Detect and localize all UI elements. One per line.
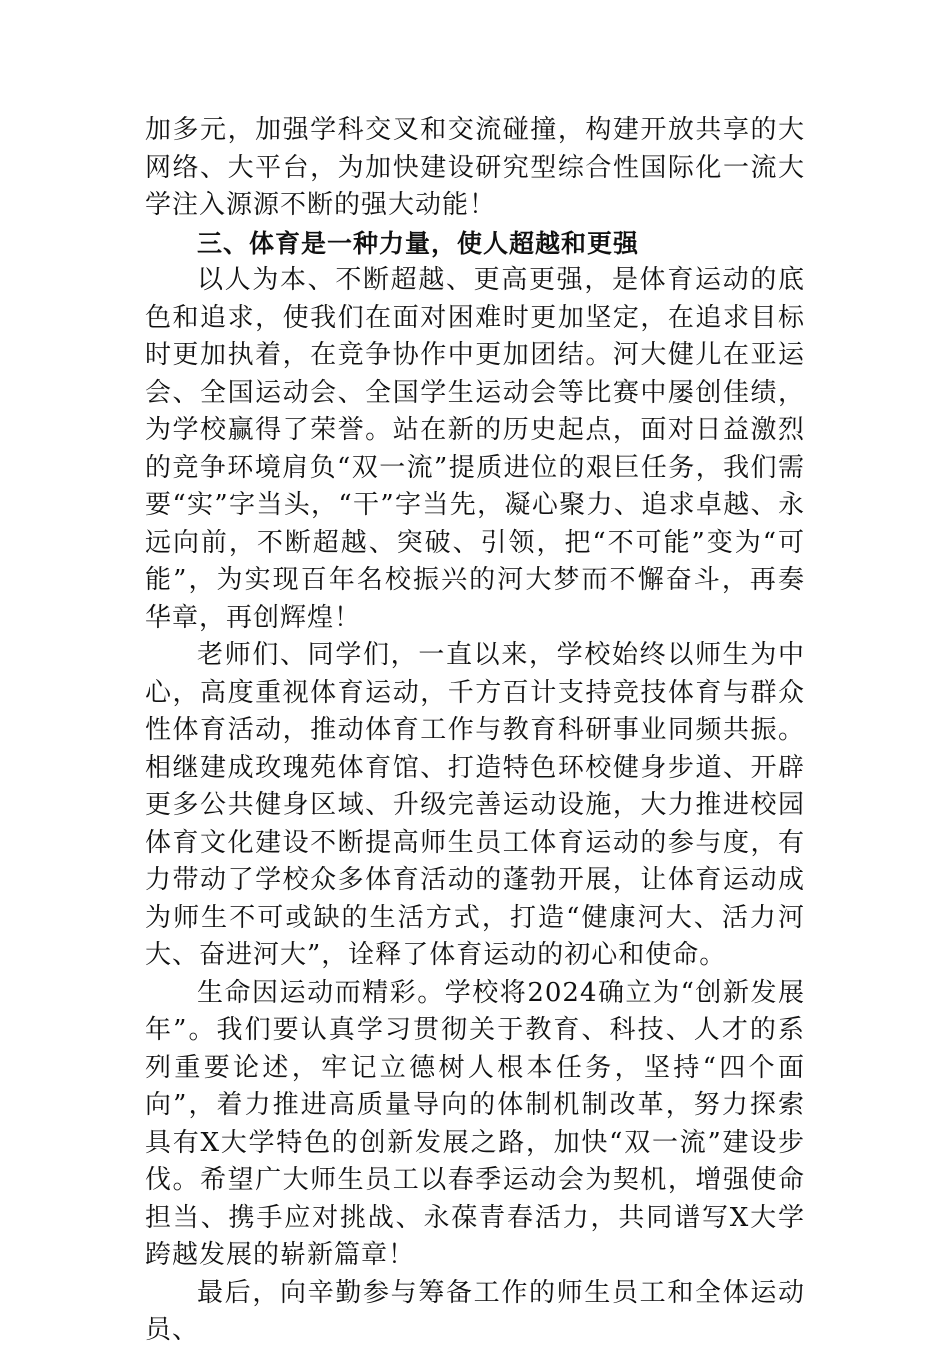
document-page (145, 112, 805, 1350)
paragraph-3: 生命因运动而精彩。学校将2024确立为“创新发展年”。我们要认真学习贯彻关于教育、科技、人才的系列重要论述，牢记立德树人根本任务，坚持“四个面向”，着力推进高质量导向的体制机制改革，努力探索具有X大学特色的创新发展之路，加快“双一流”建设步伐。希望广大师生员工以春季运动会为契机，增强使命担当、携手应对挑战、永葆青春活力，共同谱写X大学跨越发展的崭新篇章！ (145, 977, 805, 1270)
paragraph-continued: 加多元，加强学科交叉和交流碰撞，构建开放共享的大网络、大平台，为加快建设研究型综合性国际化一流大学注入源源不断的强大动能！ (145, 115, 805, 220)
paragraph-1: 以人为本、不断超越、更高更强，是体育运动的底色和追求，使我们在面对困难时更加坚定，在追求目标时更加执着，在竞争协作中更加团结。河大健儿在亚运会、全国运动会、全国学生运动会等比赛中屡创佳绩，为学校赢得了荣誉。站在新的历史起点，面对日益激烈的竞争环境肩负“双一流”提质进位的艰巨任务，我们需要“实”字当头，“干”字当先，凝心聚力、追求卓越、永远向前，不断超越、突破、引领，把“不可能”变为“可能”，为实现百年名校振兴的河大梦而不懈奋斗，再奏华章，再创辉煌！ (145, 265, 805, 633)
paragraph-4: 最后，向辛勤参与筹备工作的师生员工和全体运动员、 (145, 1277, 805, 1345)
section-heading: 三、体育是一种力量，使人超越和更强 (197, 228, 640, 258)
paragraph-2: 老师们、同学们，一直以来，学校始终以师生为中心，高度重视体育运动，千方百计支持竞技体育与群众性体育活动，推动体育工作与教育科研事业同频共振。相继建成玫瑰苑体育馆、打造特色环校健身步道、开辟更多公共健身区域、升级完善运动设施，大力推进校园体育文化建设不断提高师生员工体育运动的参与度，有力带动了学校众多体育活动的蓬勃开展，让体育运动成为师生不可或缺的生活方式，打造“健康河大、活力河大、奋进河大”，诠释了体育运动的初心和使命。 (145, 640, 805, 970)
